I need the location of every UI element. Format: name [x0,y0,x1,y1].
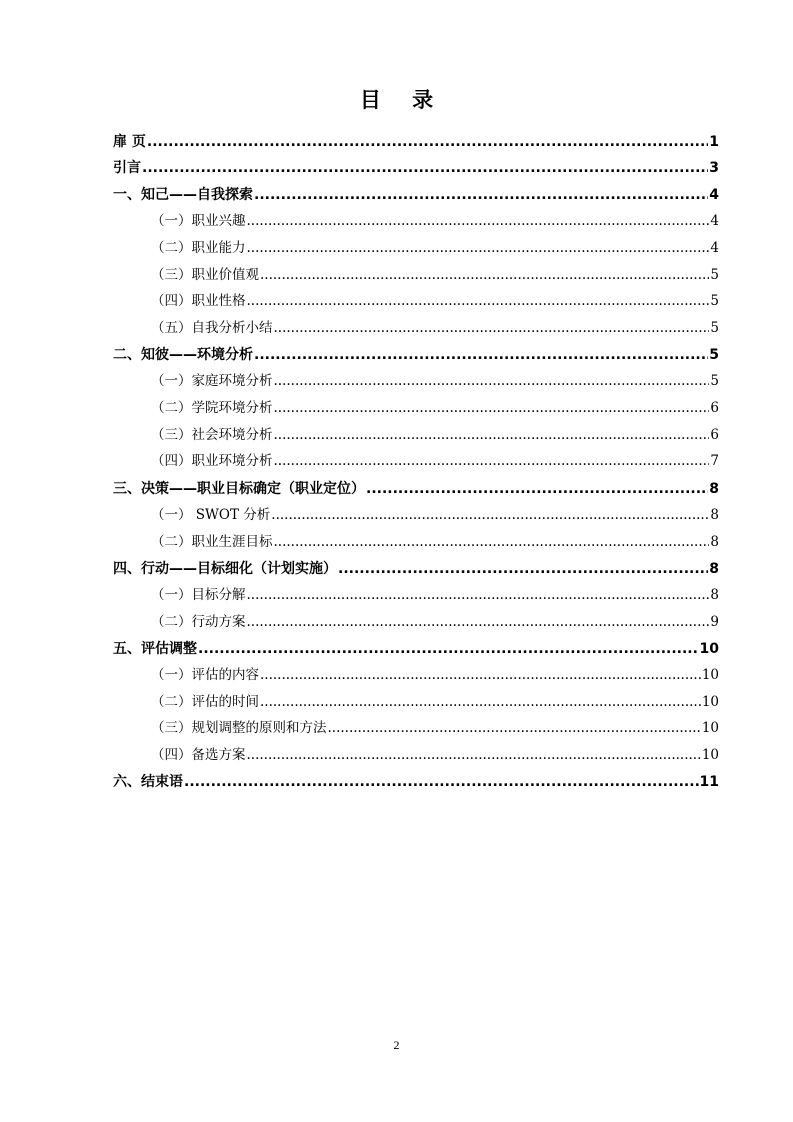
toc-section-entry[interactable] [113,736,719,763]
toc-section-entry[interactable] [113,709,719,736]
toc-entry-page-number: 6 [710,426,719,443]
toc-dot-leader [271,509,709,523]
toc-entry-label: （三）职业价值观 [151,266,259,283]
toc-dot-leader [247,749,701,763]
toc-entry-label: 引言 [113,160,141,176]
toc-entry-label: （一）目标分解 [151,586,246,603]
toc-dot-leader [274,322,710,336]
toc-chapter-entry[interactable] [113,336,719,363]
toc-entry-label: （一）职业兴趣 [151,213,246,229]
toc-chapter-entry[interactable] [113,122,719,149]
toc-section-entry[interactable] [113,202,719,229]
toc-dot-leader [147,135,708,149]
toc-dot-leader [274,429,710,443]
toc-entry-page-number: 8 [710,586,719,603]
toc-section-entry[interactable] [113,389,719,416]
toc-section-entry[interactable] [113,309,719,336]
toc-section-entry[interactable] [113,682,719,709]
toc-entry-label: （五）自我分析小结 [151,320,273,336]
toc-entry-label: （四）职业性格 [151,293,246,309]
toc-entry-label: （一）家庭环境分析 [151,373,273,389]
toc-entry-page-number: 5 [710,293,719,309]
toc-section-entry[interactable] [113,522,719,549]
toc-entry-label: 六、结束语 [113,774,183,790]
toc-entry-page-number: 10 [701,666,719,683]
toc-entry-page-number: 4 [710,213,719,229]
toc-entry-page-number: 1 [709,133,719,149]
toc-dot-leader [247,295,710,309]
toc-section-entry[interactable] [113,576,719,603]
toc-chapter-entry[interactable] [113,763,719,790]
toc-dot-leader [328,722,701,736]
toc-entry-label: （一） SWOT 分析 [151,506,271,523]
toc-entry-label: （一）评估的内容 [151,666,259,683]
toc-entry-page-number: 6 [710,400,719,416]
toc-dot-leader [247,589,710,603]
toc-section-entry[interactable] [113,255,719,282]
toc-dot-leader [247,242,710,256]
toc-entry-label: （二）行动方案 [151,613,246,630]
page-title: 目 录 [359,88,446,112]
toc-entry-page-number: 10 [701,747,719,763]
toc-entry-label: （二）职业生涯目标 [151,533,273,549]
toc-dot-leader [274,402,710,416]
toc-entry-page-number: 7 [710,453,719,469]
toc-entry-label: （四）职业环境分析 [151,453,273,469]
toc-section-entry[interactable] [113,656,719,683]
toc-entry-label: （三）社会环境分析 [151,426,273,443]
toc-entry-label: （四）备选方案 [151,747,246,763]
toc-entry-label: 扉 页 [113,133,146,149]
toc-entry-label: （二）职业能力 [151,239,246,256]
toc-dot-leader [366,482,708,496]
toc-dot-leader [247,215,710,229]
toc-dot-leader [254,188,708,202]
toc-section-entry[interactable] [113,416,719,443]
toc-entry-label: 三、决策——职业目标确定（职业定位） [113,480,365,496]
toc-entry-page-number: 10 [701,693,719,710]
toc-chapter-entry[interactable] [113,549,719,576]
toc-chapter-entry[interactable] [113,149,719,176]
toc-dot-leader [274,375,710,389]
toc-entry-page-number: 9 [710,613,719,630]
toc-entry-page-number: 8 [709,480,719,496]
toc-entry-page-number: 4 [709,187,719,203]
toc-entry-page-number: 8 [710,506,719,523]
toc-dot-leader [198,642,699,656]
toc-entry-page-number: 10 [699,640,719,656]
toc-dot-leader [274,455,710,469]
toc-entry-label: 一、知己——自我探索 [113,187,253,203]
toc-entry-page-number: 3 [709,160,719,176]
page-number: 2 [393,1038,400,1052]
toc-entry-label: （二）学院环境分析 [151,400,273,416]
table-of-contents [113,122,719,789]
toc-section-entry[interactable] [113,442,719,469]
toc-entry-page-number: 5 [709,347,719,363]
toc-dot-leader [260,669,701,683]
toc-entry-label: 四、行动——目标细化（计划实施） [113,560,337,576]
toc-dot-leader [254,348,708,362]
toc-section-entry[interactable] [113,496,719,523]
toc-entry-page-number: 5 [710,266,719,283]
toc-entry-label: 二、知彼——环境分析 [113,347,253,363]
toc-chapter-entry[interactable] [113,629,719,656]
toc-dot-leader [247,616,710,630]
toc-section-entry[interactable] [113,602,719,629]
toc-entry-page-number: 10 [701,720,719,736]
toc-entry-label: （二）评估的时间 [151,693,259,710]
toc-section-entry[interactable] [113,229,719,256]
toc-chapter-entry[interactable] [113,469,719,496]
toc-dot-leader [338,562,708,576]
toc-dot-leader [274,536,710,550]
toc-dot-leader [260,696,701,710]
toc-dot-leader [184,775,699,789]
toc-chapter-entry[interactable] [113,175,719,202]
toc-entry-page-number: 11 [699,774,719,790]
toc-dot-leader [260,269,709,283]
toc-entry-page-number: 5 [710,320,719,336]
toc-dot-leader [142,161,708,175]
toc-entry-page-number: 8 [710,533,719,549]
toc-entry-page-number: 5 [710,373,719,389]
toc-entry-label: （三）规划调整的原则和方法 [151,720,327,736]
toc-section-entry[interactable] [113,282,719,309]
toc-entry-page-number: 8 [709,560,719,576]
toc-section-entry[interactable] [113,362,719,389]
toc-entry-page-number: 4 [710,239,719,256]
toc-entry-label: 五、评估调整 [113,640,197,656]
